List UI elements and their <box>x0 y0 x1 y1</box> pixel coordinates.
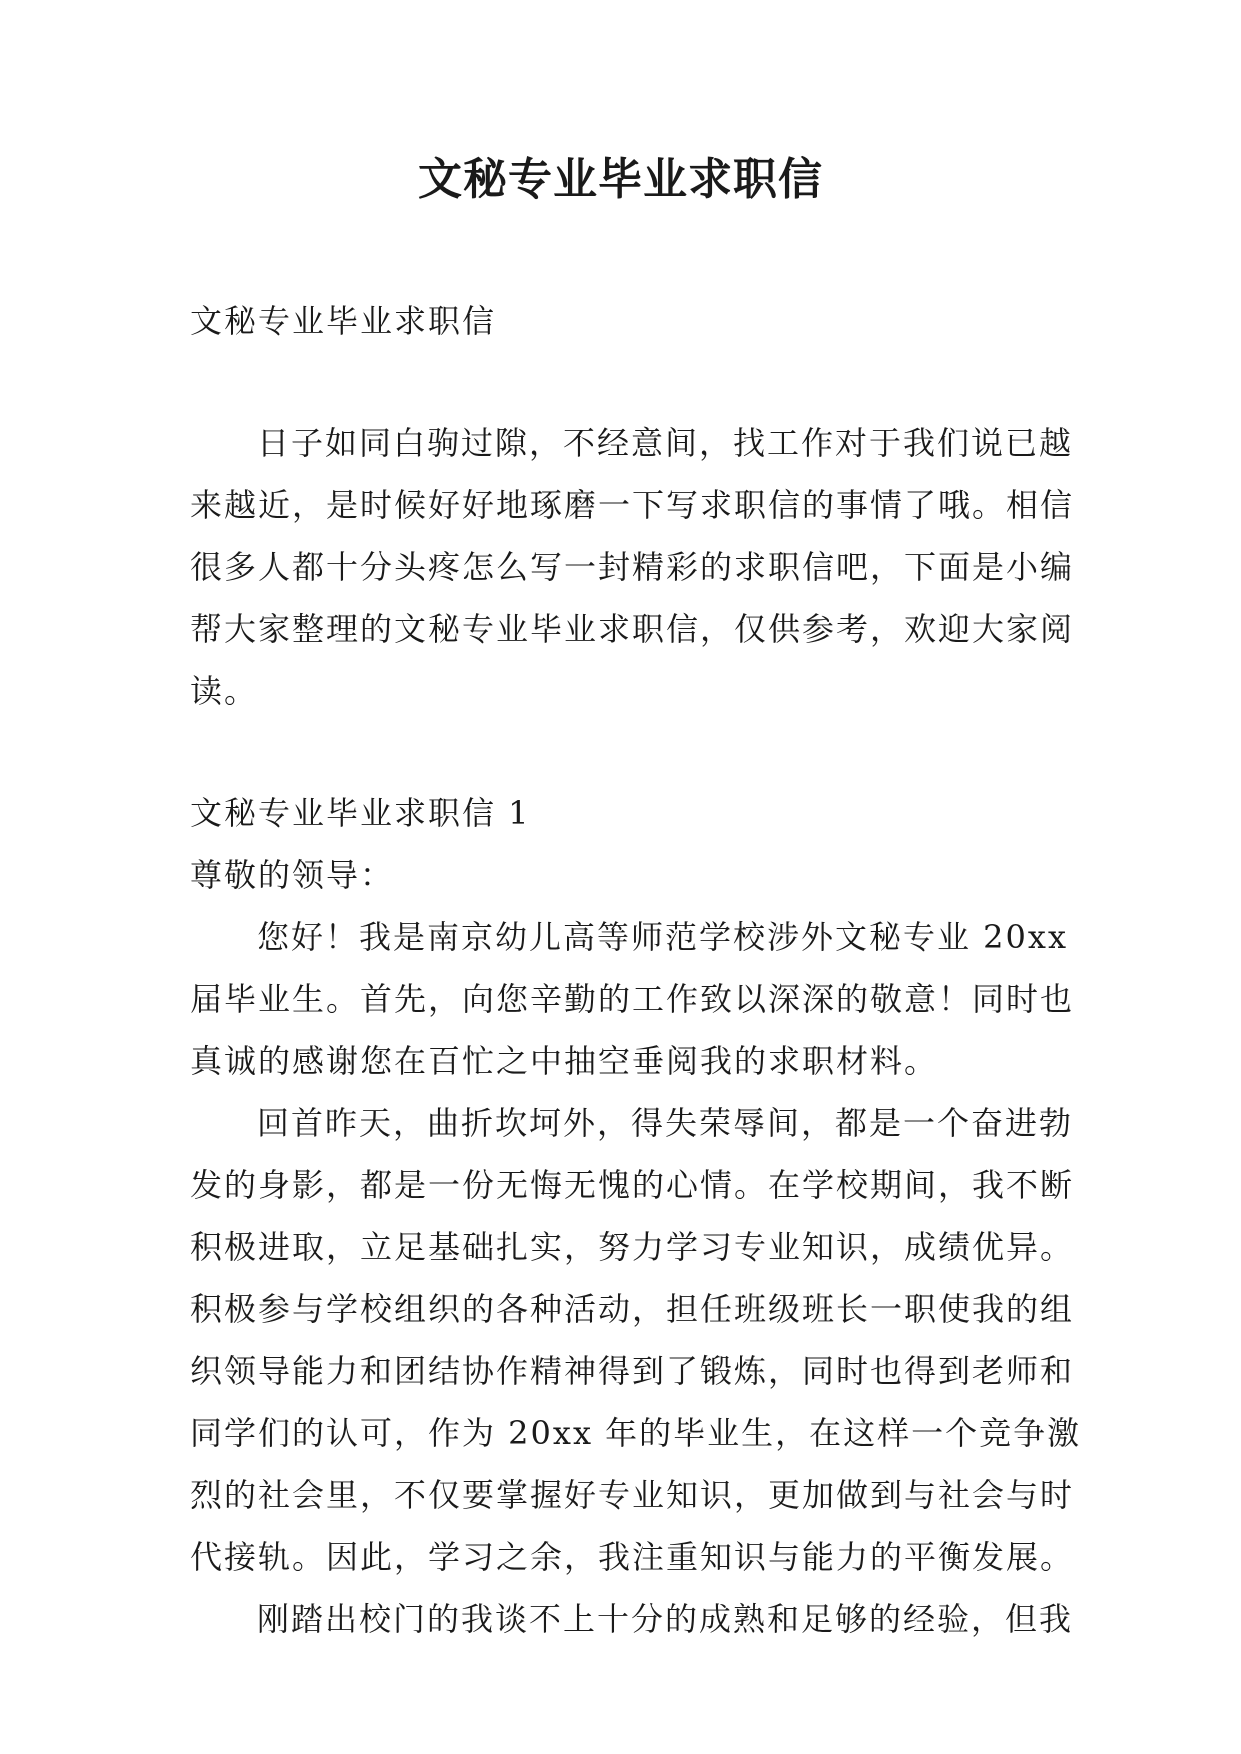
salutation: 尊敬的领导： <box>190 856 395 894</box>
paragraph-line: 来越近，是时候好好地琢磨一下写求职信的事情了哦。相信 <box>190 486 1075 524</box>
letter-paragraph-2 <box>190 1092 1090 1588</box>
paragraph-line: 积极参与学校组织的各种活动，担任班级班长一职使我的组 <box>190 1290 1075 1328</box>
paragraph-line: 织领导能力和团结协作精神得到了锻炼，同时也得到老师和 <box>190 1352 1075 1390</box>
letter-paragraph-3 <box>190 1588 1090 1650</box>
intro-paragraph <box>190 412 1090 722</box>
paragraph-line: 回首昨天，曲折坎坷外，得失荣辱间，都是一个奋进勃 <box>257 1104 1074 1142</box>
paragraph-line: 同学们的认可，作为 20xx 年的毕业生，在这样一个竞争激 <box>190 1414 1082 1452</box>
document-subtitle: 文秘专业毕业求职信 <box>190 302 497 340</box>
paragraph-line: 发的身影，都是一份无悔无愧的心情。在学校期间，我不断 <box>190 1166 1075 1204</box>
spacer <box>190 352 1090 412</box>
paragraph-line: 代接轨。因此，学习之余，我注重知识与能力的平衡发展。 <box>190 1538 1075 1576</box>
spacer <box>190 722 1090 782</box>
section-heading: 文秘专业毕业求职信 1 <box>190 794 531 832</box>
paragraph-line: 积极进取，立足基础扎实，努力学习专业知识，成绩优异。 <box>190 1228 1075 1266</box>
paragraph-line: 刚踏出校门的我谈不上十分的成熟和足够的经验，但我 <box>257 1600 1074 1638</box>
paragraph-line: 读。 <box>190 672 259 710</box>
document-title: 文秘专业毕业求职信 <box>418 154 823 205</box>
paragraph-line: 您好！我是南京幼儿高等师范学校涉外文秘专业 20xx <box>257 918 1068 956</box>
letter-paragraph-1 <box>190 906 1090 1092</box>
paragraph-line: 帮大家整理的文秘专业毕业求职信，仅供参考，欢迎大家阅 <box>190 610 1075 648</box>
paragraph-line: 很多人都十分头疼怎么写一封精彩的求职信吧，下面是小编 <box>190 548 1075 586</box>
paragraph-line: 届毕业生。首先，向您辛勤的工作致以深深的敬意！同时也 <box>190 980 1075 1018</box>
paragraph-line: 日子如同白驹过隙，不经意间，找工作对于我们说已越 <box>257 424 1074 462</box>
document-body <box>190 290 1090 1650</box>
paragraph-line: 烈的社会里，不仅要掌握好专业知识，更加做到与社会与时 <box>190 1476 1075 1514</box>
paragraph-line: 真诚的感谢您在百忙之中抽空垂阅我的求职材料。 <box>190 1042 939 1080</box>
